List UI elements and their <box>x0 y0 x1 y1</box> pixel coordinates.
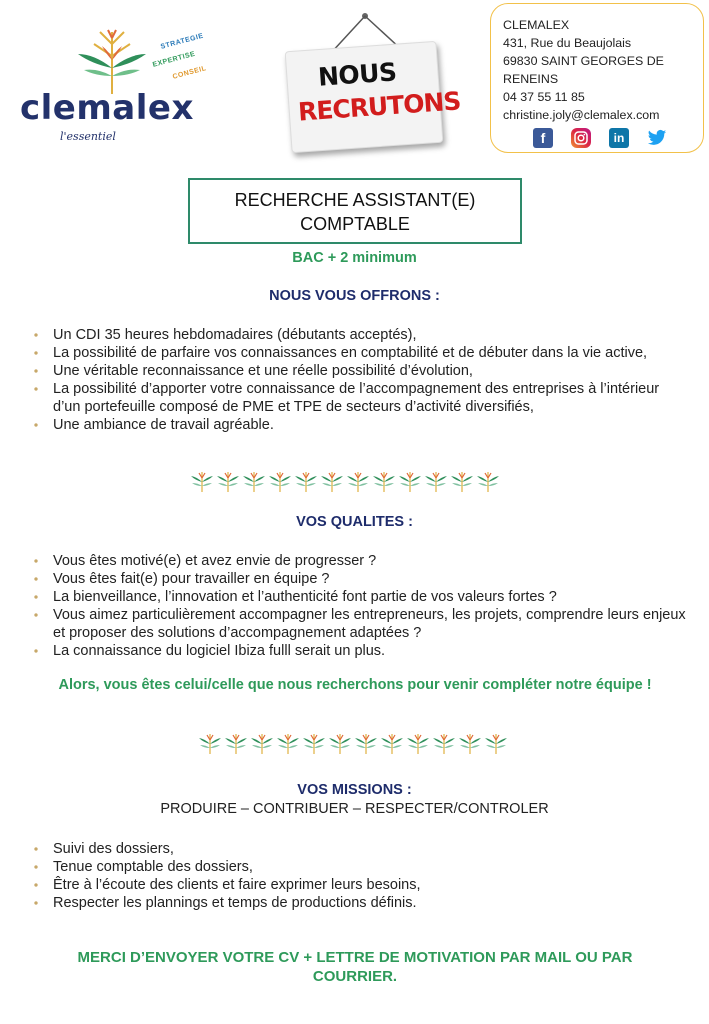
list-item: Tenue comptable des dossiers, <box>30 858 690 876</box>
plant-ornament-icon <box>424 470 448 497</box>
recruiting-sign <box>280 10 462 160</box>
plant-ornament-icon <box>354 732 378 759</box>
list-item: La bienveillance, l’innovation et l’authenticité font partie de vos valeurs fortes ? <box>30 588 690 606</box>
list-item: La possibilité d’apporter votre connaissance de l’accompagnement des entreprises à l’intérieur d’un portefeuille composé de PME et TPE de secteurs d’activité diversifiés, <box>30 380 690 416</box>
contact-email[interactable]: christine.joly@clemalex.com <box>503 108 660 122</box>
plant-ornament-icon <box>276 732 300 759</box>
list-item: Une véritable reconnaissance et une réelle possibilité d’évolution, <box>30 362 690 380</box>
decorative-divider <box>190 470 500 497</box>
plant-ornament-icon <box>380 732 404 759</box>
logo-plant-icon <box>72 24 152 94</box>
plant-ornament-icon <box>450 470 474 497</box>
list-item: Une ambiance de travail agréable. <box>30 416 690 434</box>
job-title-line-2: COMPTABLE <box>300 214 410 234</box>
contact-city-2: RENEINS <box>503 72 559 86</box>
job-title-line-1: RECHERCHE ASSISTANT(E) <box>234 190 476 210</box>
footer-instructions: MERCI D’ENVOYER VOTRE CV + LETTRE DE MOTIVATION PAR MAIL OU PAR COURRIER. <box>77 949 633 985</box>
sign-line-1: NOUS <box>317 57 398 92</box>
instagram-icon[interactable] <box>571 128 591 148</box>
sign-line-2: RECRUTONS <box>297 86 462 127</box>
missions-subtitle: PRODUIRE – CONTRIBUER – RESPECTER/CONTROLER <box>160 801 549 817</box>
list-item: Respecter les plannings et temps de productions définis. <box>30 894 690 912</box>
list-item: La connaissance du logiciel Ibiza fulll serait un plus. <box>30 642 690 660</box>
social-links <box>533 128 667 148</box>
plant-ornament-icon <box>398 470 422 497</box>
linkedin-icon[interactable]: in <box>609 128 629 148</box>
plant-ornament-icon <box>458 732 482 759</box>
facebook-icon[interactable]: f <box>533 128 553 148</box>
plant-ornament-icon <box>432 732 456 759</box>
plant-ornament-icon <box>250 732 274 759</box>
list-item: Vous aimez particulièrement accompagner les entrepreneurs, les projets, comprendre leurs enjeux et proposer des solutions d’accompagnement adaptées ? <box>30 606 690 642</box>
offer-heading: NOUS VOUS OFFRONS : <box>269 288 440 304</box>
contact-box <box>490 3 704 153</box>
plant-ornament-icon <box>484 732 508 759</box>
list-item: La possibilité de parfaire vos connaissances en comptabilité et de débuter dans la vie active, <box>30 344 690 362</box>
list-item: Un CDI 35 heures hebdomadaires (débutants acceptés), <box>30 326 690 344</box>
plant-ornament-icon <box>406 732 430 759</box>
plant-ornament-icon <box>328 732 352 759</box>
qualities-list <box>30 552 690 660</box>
company-logo <box>20 18 220 153</box>
plant-ornament-icon <box>242 470 266 497</box>
contact-street: 431, Rue du Beaujolais <box>503 36 632 50</box>
job-title-box <box>188 178 522 244</box>
logo-word-expertise: EXPERTISE <box>152 50 197 69</box>
plant-ornament-icon <box>372 470 396 497</box>
logo-word-conseil: CONSEIL <box>172 65 208 81</box>
contact-city: 69830 SAINT GEORGES DE <box>503 54 664 68</box>
list-item: Suivi des dossiers, <box>30 840 690 858</box>
plant-ornament-icon <box>190 470 214 497</box>
logo-word-strategie: STRATEGIE <box>160 32 205 51</box>
plant-ornament-icon <box>346 470 370 497</box>
logo-tagline: l'essentiel <box>60 130 116 143</box>
missions-heading: VOS MISSIONS : <box>297 782 412 798</box>
list-item: Vous êtes fait(e) pour travailler en équipe ? <box>30 570 690 588</box>
list-item: Être à l’écoute des clients et faire exprimer leurs besoins, <box>30 876 690 894</box>
requirement: BAC + 2 minimum <box>292 250 417 266</box>
twitter-icon[interactable] <box>647 128 667 148</box>
plant-ornament-icon <box>320 470 344 497</box>
plant-ornament-icon <box>294 470 318 497</box>
missions-list <box>30 840 690 912</box>
decorative-divider <box>198 732 508 759</box>
plant-ornament-icon <box>224 732 248 759</box>
plant-ornament-icon <box>302 732 326 759</box>
list-item: Vous êtes motivé(e) et avez envie de progresser ? <box>30 552 690 570</box>
logo-wordmark: clemalex <box>20 88 194 128</box>
qualities-heading: VOS QUALITES : <box>296 514 413 530</box>
plant-ornament-icon <box>476 470 500 497</box>
contact-phone: 04 37 55 11 85 <box>503 90 585 104</box>
callout-text: Alors, vous êtes celui/celle que nous recherchons pour venir compléter notre équipe ! <box>58 677 652 693</box>
plant-ornament-icon <box>198 732 222 759</box>
plant-ornament-icon <box>268 470 292 497</box>
plant-ornament-icon <box>216 470 240 497</box>
offer-list <box>30 326 690 434</box>
contact-company: CLEMALEX <box>503 18 570 32</box>
